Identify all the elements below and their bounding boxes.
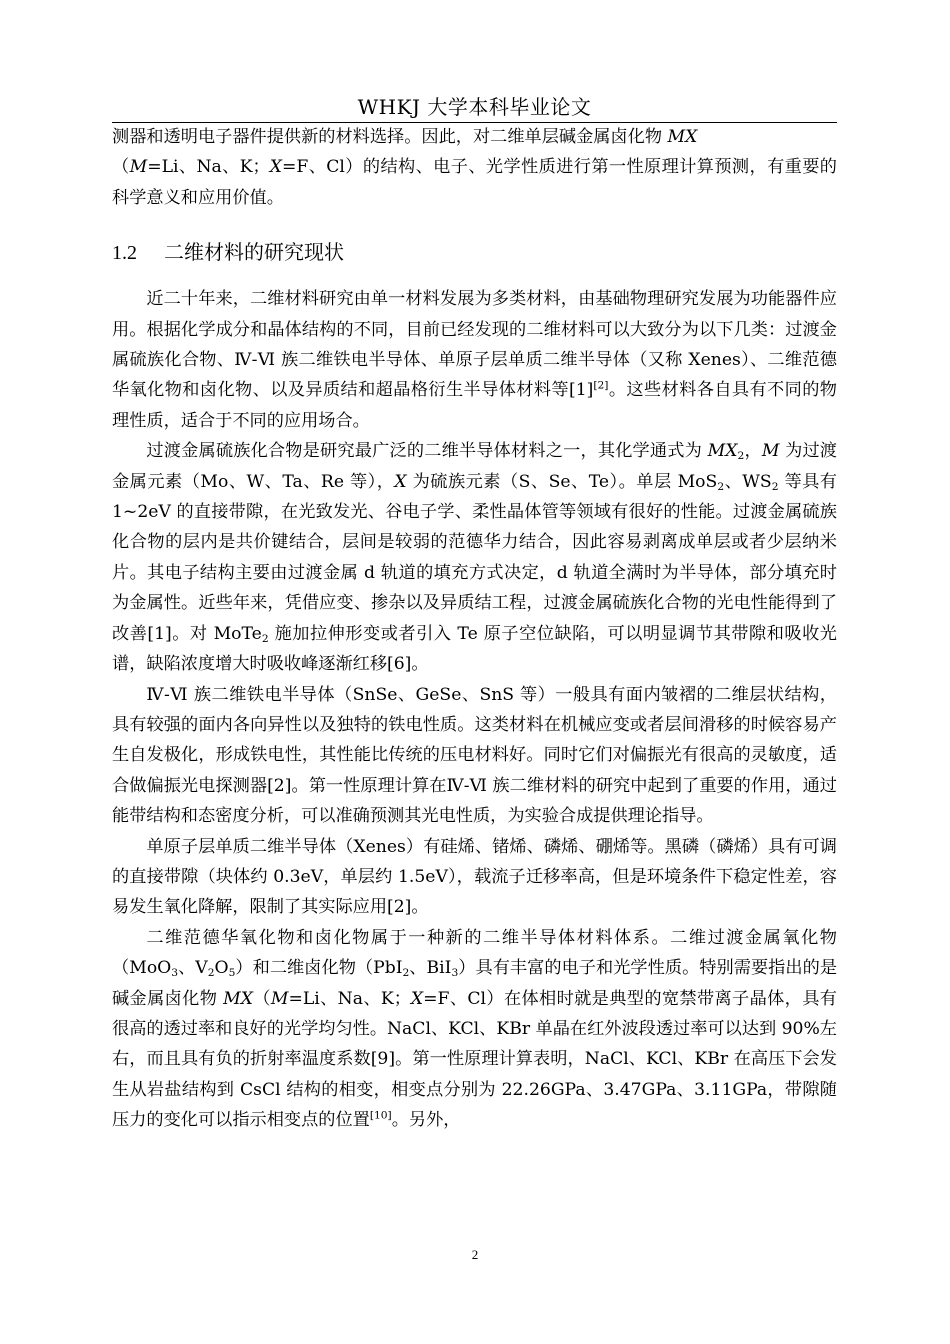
text-run: 二维范德华氧化物和卤化物属于一种新的二维半导体材料体系。二维过渡金属氧化物（MoO	[112, 927, 837, 979]
page-number: 2	[471, 1247, 479, 1262]
section-number: 1.2	[112, 242, 137, 265]
text-run: 施加拉伸形变或者引入 Te 原子空位缺陷，可以明显调节其带隙和吸收光谱，缺陷浓度增大时吸收峰逐渐红移[6]。	[112, 623, 837, 675]
italic-run: X	[410, 988, 424, 1009]
italic-run: X	[394, 471, 407, 492]
subscript: 3	[451, 966, 459, 980]
text-run: ）具有丰富的电子和光学性质。特别需要指出的是碱金属卤化物	[112, 958, 838, 1009]
text-run: =Li、Na、K；	[288, 988, 411, 1009]
italic-run: MX	[707, 441, 738, 462]
text-run: 。这些材料各自具有不同的物理性质，适合于不同的应用场合。	[112, 380, 837, 431]
paragraph-xenes: 单原子层单质二维半导体（Xenes）有硅烯、锗烯、磷烯、硼烯等。黑磷（磷烯）具有可调的直接带隙（块体约 0.3eV，单层约 1.5eV），载流子迁移率高，但是环境条件下稳定性差，容易发生氧化降解，限制了其实际应用[2]。	[112, 836, 837, 918]
text-run: ，	[744, 441, 762, 462]
text-run: =F、Cl）的结构、电子、光学性质进行第一性原理计算预测，有重要的科学意义和应用价值。	[112, 157, 837, 208]
citation: [10]	[369, 1108, 392, 1122]
subscript: 2	[737, 449, 745, 463]
text-run: 过渡金属硫族化合物是研究最广泛的二维半导体材料之一，其化学通式为	[146, 441, 708, 462]
page-header: WHKJ 大学本科毕业论文	[357, 95, 592, 119]
text-run: （	[252, 988, 271, 1009]
subscript: 2	[207, 966, 215, 980]
italic-run: X	[269, 157, 282, 178]
subscript: 3	[171, 966, 179, 980]
subscript: 2	[402, 966, 410, 980]
paragraph-ferroelectric: Ⅳ-Ⅵ 族二维铁电半导体（SnSe、GeSe、SnS 等）一般具有面内皱褶的二维层状结构，具有较强的面内各向异性以及独特的铁电性质。这类材料在机械应变或者层间滑移的时候容易产生自发极化，形成铁电性，其性能比传统的压电材料好。同时它们对偏振光有很高的灵敏度，适合做偏振光电探测器[2]。第一性原理计算在Ⅳ-Ⅵ 族二维材料的研究中起到了重要的作用，通过能带结构和态密度分析，可以准确预测其光电性质，为实验合成提供理论指导。	[112, 684, 837, 827]
subscript: 2	[717, 479, 725, 493]
text-run: =F、Cl）在体相时就是典型的宽禁带离子晶体，具有很高的透过率和良好的光学均匀性。NaCl、KCl、KBr 单晶在红外波段透过率可以达到 90%左右，而且具有负的折射率温度系数[9]。第一性原理计算表明，NaCl、KCl、KBr 在高压下会发生从岩盐结构到 CsCl 结构的相变，相变点分别为 22.26GPa、3.47GPa、3.11GPa，带隙随压力的变化可以指示相变点的位置	[112, 988, 837, 1131]
text-run: 测器和透明电子器件提供新的材料选择。因此，对二维单层碱金属卤化物	[112, 127, 668, 147]
text-run: =Li、Na、K；	[147, 157, 270, 178]
subscript: 2	[261, 631, 269, 645]
subscript: 2	[771, 479, 779, 493]
text-run: 。另外，	[391, 1110, 461, 1131]
text-run: O	[214, 958, 229, 979]
text-run: 、BiI	[409, 958, 452, 979]
subscript: 5	[228, 966, 236, 980]
italic-run: MX	[223, 988, 253, 1009]
paragraph-oxides-halides	[112, 923, 837, 1136]
intro-paragraph	[112, 122, 837, 213]
text-run: 为硫族元素（S、Se、Te）。单层 MoS	[406, 471, 718, 492]
italic-run: MX	[667, 127, 698, 147]
italic-run: M	[270, 988, 289, 1009]
text-run: 、V	[178, 958, 208, 979]
text-run: ）和二维卤化物（PbI	[235, 958, 403, 979]
citation: [2]	[593, 379, 609, 393]
paragraph-tmd	[112, 436, 837, 679]
paragraph-overview	[112, 284, 837, 436]
page-body	[112, 122, 837, 1136]
text-run: 、WS	[724, 471, 772, 492]
text-run: （	[112, 157, 130, 178]
section-heading	[112, 235, 837, 270]
text-run: 等具有 1~2eV 的直接带隙，在光致发光、谷电子学、柔性晶体管等领域有很好的性能。过渡金属硫族化合物的层内是共价键结合，层间是较弱的范德华力结合，因此容易剥离成单层或者少层纳米片。其电子结构主要由过渡金属 d 轨道的填充方式决定，d 轨道全满时为半导体，部分填充时为金属性。近些年来，凭借应变、掺杂以及异质结工程，过渡金属硫族化合物的光电性能得到了改善[1]。对 MoTe	[112, 471, 837, 644]
text-run: 为过渡金属元素（Mo、W、Ta、Re 等），	[112, 441, 837, 492]
section-title: 二维材料的研究现状	[164, 240, 344, 265]
text-run: 近二十年来，二维材料研究由单一材料发展为多类材料，由基础物理研究发展为功能器件应用。根据化学成分和晶体结构的不同，目前已经发现的二维材料可以大致分为以下几类：过渡金属硫族化合物、Ⅳ-Ⅵ 族二维铁电半导体、单原子层单质二维半导体（又称 Xenes）、二维范德华氧化物和卤化物、以及异质结和超晶格衍生半导体材料等[1]	[112, 289, 837, 401]
italic-run: M	[129, 157, 148, 178]
italic-run: M	[761, 441, 780, 462]
